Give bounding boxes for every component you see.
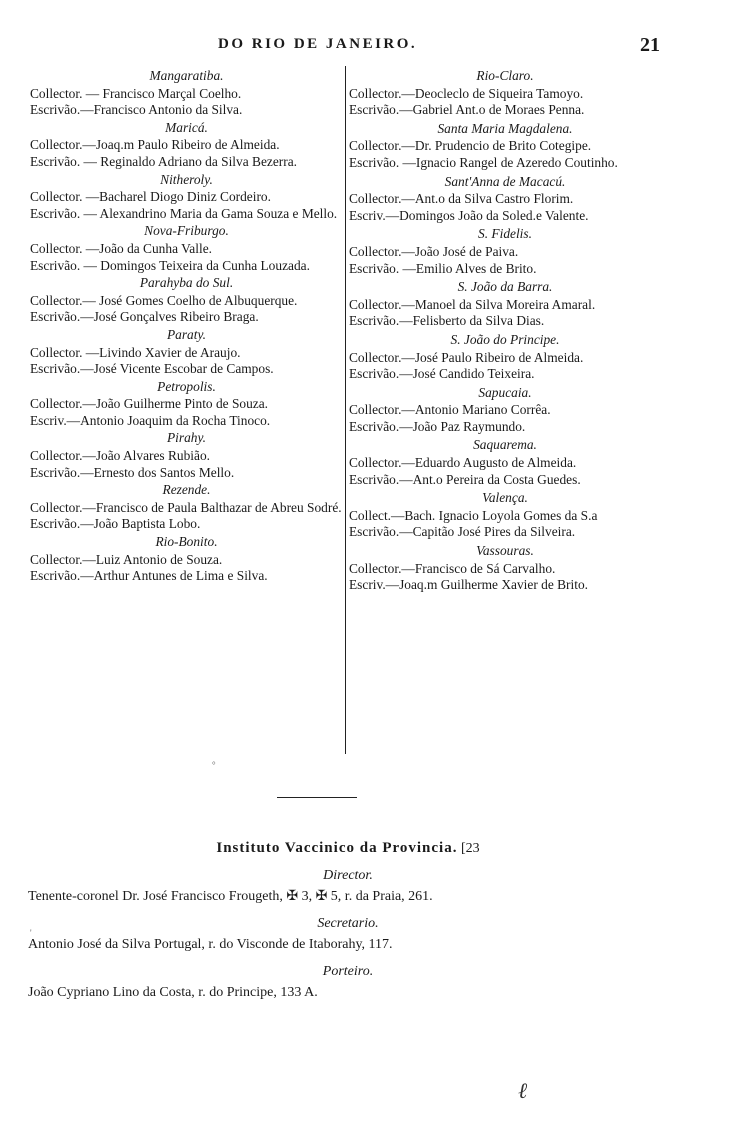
institute-section xyxy=(28,840,668,1001)
escrivao-entry: Escrivão. — Domingos Teixeira da Cunha Louzada. xyxy=(30,257,310,273)
section-title: Vassouras. xyxy=(476,543,534,559)
section-s-joao-do-principe xyxy=(349,332,661,383)
section-title: Rezende. xyxy=(162,482,211,498)
section-sapucaia xyxy=(349,385,661,436)
collector-entry: Collector.— José Gomes Coelho de Albuquerque. xyxy=(30,292,298,308)
collector-entry: Collector.—José Paulo Ribeiro de Almeida. xyxy=(349,349,584,365)
section-pirahy xyxy=(30,430,343,481)
section-title: Sapucaia. xyxy=(478,384,532,400)
running-title: DO RIO DE JANEIRO. xyxy=(218,36,418,52)
collector-entry: Collector. —João da Cunha Valle. xyxy=(30,240,212,256)
print-speck: ° xyxy=(212,760,216,770)
escrivao-entry: Escrivão.—Gabriel Ant.o de Moraes Penna. xyxy=(349,102,585,118)
role-title-director: Director. xyxy=(323,868,373,883)
collector-entry: Collector.—Francisco de Paula Balthazar de Abreu Sodré. xyxy=(30,499,342,515)
escrivao-entry: Escrivão.—Ant.o Pereira da Costa Guedes. xyxy=(349,471,581,487)
escrivao-entry: Escrivão.—João Baptista Lobo. xyxy=(30,516,201,532)
section-rio-claro xyxy=(349,68,661,119)
section-title: Saquarema. xyxy=(473,437,537,453)
page-header xyxy=(0,36,736,62)
escrivao-entry: Escrivão. —Ignacio Rangel de Azeredo Coutinho. xyxy=(349,154,618,170)
section-title: Pirahy. xyxy=(166,430,207,446)
collector-entry: Collector. —Bacharel Diogo Diniz Cordeiro. xyxy=(30,189,271,205)
section-title: Paraty. xyxy=(166,326,207,342)
collector-entry: Collect.—Bach. Ignacio Loyola Gomes da S.a xyxy=(349,507,598,523)
collector-entry: Collector.—João Alvares Rubião. xyxy=(30,448,211,464)
collector-entry: Collector.—Ant.o da Silva Castro Florim. xyxy=(349,191,574,207)
collector-entry: Collector. —Livindo Xavier de Araujo. xyxy=(30,344,241,360)
escrivao-entry: Escriv.—Domingos João da Soled.e Valente. xyxy=(349,207,589,223)
collector-entry: Collector. — Francisco Marçal Coelho. xyxy=(30,85,242,101)
collector-entry: Collector.—Manoel da Silva Moreira Amaral. xyxy=(349,296,596,312)
escrivao-entry: Escrivão.—Felisberto da Silva Dias. xyxy=(349,313,545,329)
secretario-entry: Antonio José da Silva Portugal, r. do Visconde de Itaborahy, 117. xyxy=(28,937,393,952)
collector-entry: Collector.—Dr. Prudencio de Brito Cotegipe. xyxy=(349,138,592,154)
section-rezende xyxy=(30,482,343,533)
section-santa-maria-magdalena xyxy=(349,121,661,172)
section-petropolis xyxy=(30,379,343,430)
escrivao-entry: Escrivão.—Ernesto dos Santos Mello. xyxy=(30,464,235,480)
collector-entry: Collector.—Francisco de Sá Carvalho. xyxy=(349,560,556,576)
escrivao-entry: Escrivão.—Francisco Antonio da Silva. xyxy=(30,102,243,118)
collector-entry: Collector.—João Guilherme Pinto de Souza. xyxy=(30,396,269,412)
handwritten-mark: ℓ xyxy=(518,1078,528,1103)
escrivao-entry: Escrivão. — Alexandrino Maria da Gama Souza e Mello. xyxy=(30,205,338,221)
section-title: Valença. xyxy=(482,490,528,506)
collector-entry: Collector.—João José de Paiva. xyxy=(349,243,519,259)
section-valenca xyxy=(349,490,661,541)
institute-heading xyxy=(28,840,668,857)
section-s-joao-da-barra xyxy=(349,279,661,330)
escrivao-entry: Escrivão.—Capitão José Pires da Silveira. xyxy=(349,524,576,540)
section-saquarema xyxy=(349,437,661,488)
right-column xyxy=(349,68,661,594)
escrivao-entry: Escrivão.—João Paz Raymundo. xyxy=(349,418,526,434)
page-number: 21 xyxy=(640,34,660,56)
print-speck: ' xyxy=(30,928,32,938)
section-title: S. João da Barra. xyxy=(457,279,553,295)
collector-entry: Collector.—Joaq.m Paulo Ribeiro de Almeida. xyxy=(30,137,280,153)
left-column xyxy=(30,68,343,585)
role-title-secretario: Secretario. xyxy=(317,916,379,931)
section-title: Maricá. xyxy=(165,119,208,135)
section-title: S. João do Principe. xyxy=(450,331,560,347)
section-s-fidelis xyxy=(349,226,661,277)
section-title: Nitheroly. xyxy=(160,171,213,187)
porteiro-entry: João Cypriano Lino da Costa, r. do Principe, 133 A. xyxy=(28,985,318,1000)
section-marica xyxy=(30,120,343,171)
column-divider xyxy=(345,66,346,754)
collector-entry: Collector.—Eduardo Augusto de Almeida. xyxy=(349,455,577,471)
section-rio-bonito xyxy=(30,534,343,585)
section-title: Santa Maria Magdalena. xyxy=(437,120,573,136)
section-title: Rio-Claro. xyxy=(476,68,534,83)
section-paraty xyxy=(30,327,343,378)
section-title: Sant'Anna de Macacú. xyxy=(444,173,566,189)
escrivao-entry: Escrivão.—José Gonçalves Ribeiro Braga. xyxy=(30,309,259,325)
section-santanna-de-macacu xyxy=(349,174,661,225)
escrivao-entry: Escrivão. —Emilio Alves de Brito. xyxy=(349,260,537,276)
section-title: Rio-Bonito. xyxy=(155,534,218,550)
institute-ref: [23 xyxy=(460,841,480,856)
section-parahyba-do-sul xyxy=(30,275,343,326)
section-title: Parahyba do Sul. xyxy=(139,275,234,291)
section-nitheroly xyxy=(30,172,343,223)
collector-entry: Collector.—Luiz Antonio de Souza. xyxy=(30,551,223,567)
escrivao-entry: Escrivão.—Arthur Antunes de Lima e Silva. xyxy=(30,568,268,584)
collector-entry: Collector.—Deocleclo de Siqueira Tamoyo. xyxy=(349,85,584,101)
escrivao-entry: Escriv.—Joaq.m Guilherme Xavier de Brito. xyxy=(349,577,588,593)
escrivao-entry: Escriv.—Antonio Joaquim da Rocha Tinoco. xyxy=(30,412,271,428)
escrivao-entry: Escrivão. — Reginaldo Adriano da Silva Bezerra. xyxy=(30,153,297,169)
section-rule xyxy=(277,797,357,798)
section-title: Petropolis. xyxy=(157,378,216,394)
role-title-porteiro: Porteiro. xyxy=(322,964,374,979)
escrivao-entry: Escrivão.—José Candido Teixeira. xyxy=(349,366,535,382)
section-title: S. Fidelis. xyxy=(478,226,532,242)
institute-name: Instituto Vaccinico da Provincia. xyxy=(216,840,458,856)
section-title: Mangaratiba. xyxy=(149,68,224,83)
escrivao-entry: Escrivão.—José Vicente Escobar de Campos. xyxy=(30,361,274,377)
section-title: Nova-Friburgo. xyxy=(144,223,229,239)
section-vassouras xyxy=(349,543,661,594)
collector-entry: Collector.—Antonio Mariano Corrêa. xyxy=(349,402,551,418)
section-mangaratiba xyxy=(30,68,343,119)
section-nova-friburgo xyxy=(30,223,343,274)
director-entry: Tenente-coronel Dr. José Francisco Frougeth, ✠ 3, ✠ 5, r. da Praia, 261. xyxy=(28,889,433,904)
